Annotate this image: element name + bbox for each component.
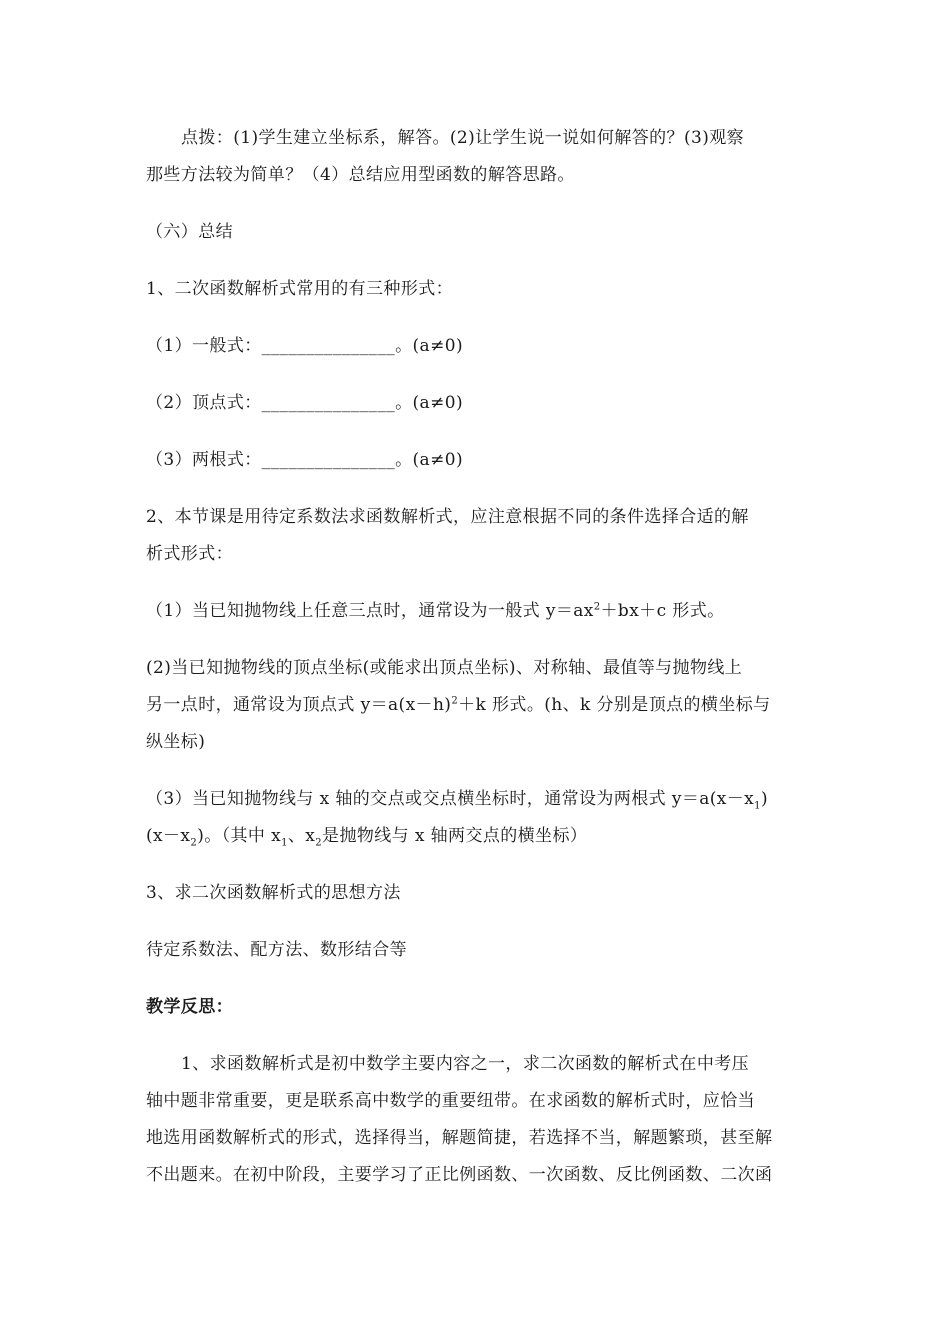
sub2-exponent: 2 — [451, 695, 459, 707]
sub3-text-b: ) — [760, 789, 768, 809]
sub3-l2-d: 是抛物线与 x 轴两交点的横坐标） — [322, 826, 588, 846]
reflection-line-2: 轴中题非常重要，更是联系高中数学的重要纽带。在求函数的解析式时，应恰当 — [146, 1091, 755, 1111]
item2-sub2-line-1: (2)当已知抛物线的顶点坐标(或能求出顶点坐标)、对称轴、最值等与抛物线上 — [146, 658, 743, 678]
sub1-text-a: （1）当已知抛物线上任意三点时，通常设为一般式 y＝ax — [146, 601, 594, 621]
sub2-text-b: ＋k 形式。(h、k 分别是顶点的横坐标与 — [458, 695, 771, 715]
item2-sub3-line-1 — [146, 788, 768, 810]
sub3-l2-c: 、x — [287, 826, 316, 846]
sub3-l2-subscript-3: 2 — [315, 837, 323, 849]
item2-line-2: 析式形式： — [146, 544, 233, 564]
sub3-l2-b: )。（其中 x — [197, 826, 282, 846]
sub3-l2-a: (x－x — [146, 826, 191, 846]
sub1-text-b: ＋bx＋c 形式。 — [600, 601, 725, 621]
item2-sub3-line-2 — [146, 825, 587, 847]
reflection-line-4: 不出题来。在初中阶段，主要学习了正比例函数、一次函数、反比例函数、二次函 — [146, 1165, 773, 1185]
item2-sub2-line-2 — [146, 694, 771, 716]
hint-line-1: 点拨：(1)学生建立坐标系，解答。(2)让学生说一说如何解答的？(3)观察 — [181, 128, 745, 148]
sub2-text-a: 另一点时，通常设为顶点式 y＝a(x－h) — [146, 695, 452, 715]
reflection-line-1: 1、求函数解析式是初中数学主要内容之一，求二次函数的解析式在中考压 — [181, 1054, 750, 1074]
sub3-subscript-1: 1 — [754, 800, 761, 812]
sub3-l2-subscript-2: 1 — [281, 837, 288, 849]
reflection-line-3: 地选用函数解析式的形式，选择得当，解题简捷，若选择不当，解题繁琐，甚至解 — [146, 1128, 773, 1148]
sub3-text-a: （3）当已知抛物线与 x 轴的交点或交点横坐标时，通常设为两根式 y＝a(x－x — [146, 789, 755, 809]
item2-sub1 — [146, 600, 725, 622]
sub1-exponent: 2 — [593, 601, 601, 613]
item1-title: 1、二次函数解析式常用的有三种形式： — [146, 279, 454, 299]
summary-heading: （六）总结 — [146, 222, 233, 242]
form-general: （1）一般式：_______________。(a≠0) — [146, 336, 463, 356]
form-roots: （3）两根式：_______________。(a≠0) — [146, 450, 463, 470]
form-vertex: （2）顶点式：_______________。(a≠0) — [146, 393, 463, 413]
item3-title: 3、求二次函数解析式的思想方法 — [146, 883, 401, 903]
item3-methods: 待定系数法、配方法、数形结合等 — [146, 940, 407, 960]
reflection-heading: 教学反思： — [146, 997, 233, 1017]
sub3-l2-subscript-1: 2 — [190, 837, 198, 849]
item2-line-1: 2、本节课是用待定系数法求函数解析式，应注意根据不同的条件选择合适的解 — [146, 507, 749, 527]
hint-line-2: 那些方法较为简单？（4）总结应用型函数的解答思路。 — [146, 165, 575, 185]
item2-sub2-line-3: 纵坐标) — [146, 732, 206, 752]
